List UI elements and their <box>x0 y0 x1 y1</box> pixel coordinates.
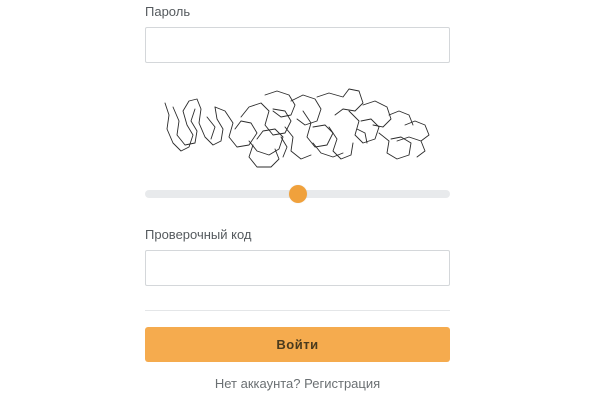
form-divider <box>145 310 450 311</box>
captcha-slider[interactable] <box>145 183 450 205</box>
slider-thumb[interactable] <box>289 185 307 203</box>
captcha-scribble-icon <box>153 81 443 177</box>
verification-code-label: Проверочный код <box>145 227 252 242</box>
register-prompt-text: Нет аккаунта? <box>214 376 301 391</box>
login-button[interactable]: Войти <box>145 327 450 362</box>
password-input[interactable] <box>145 27 450 63</box>
register-prompt-row <box>145 376 450 392</box>
password-label: Пароль <box>145 4 191 19</box>
login-form <box>145 0 450 392</box>
captcha-image <box>145 81 450 177</box>
register-link[interactable]: Регистрация <box>304 376 381 391</box>
verification-code-input[interactable] <box>145 250 450 286</box>
